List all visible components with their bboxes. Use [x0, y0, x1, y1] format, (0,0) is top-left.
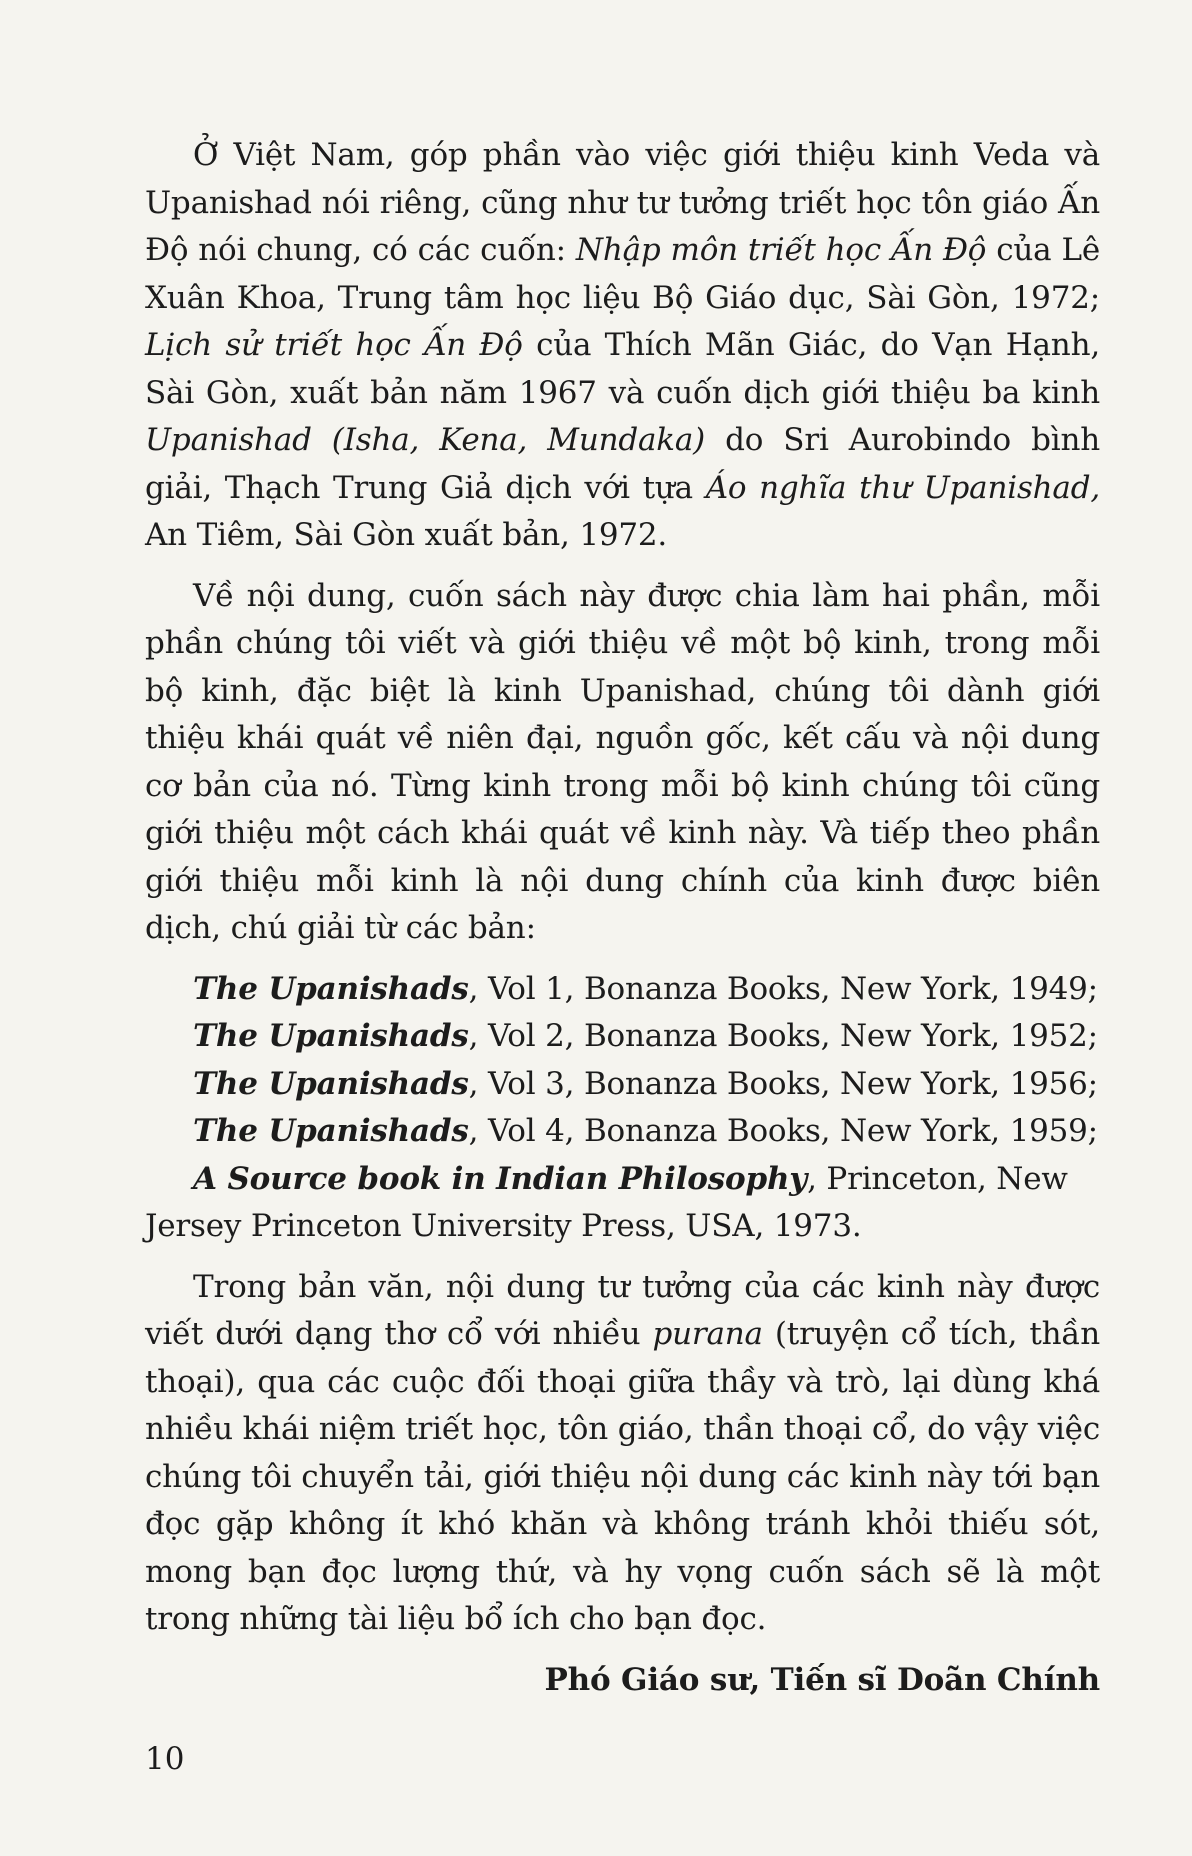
reference-title: The Upanishads [193, 1065, 469, 1102]
paragraph-intro-text-a: Ở Việt Nam, góp phần vào việc giới thiệu kinh Veda và Upanishad nói riêng, cũng như tư tưởng triết học tôn giáo Ấn Độ nói chung, có các cuốn: [145, 137, 1100, 268]
reference-title: The Upanishads [193, 970, 469, 1007]
reference-item [145, 1061, 1100, 1109]
reference-details: , Vol 4, Bonanza Books, New York, 1959; [468, 1113, 1098, 1149]
paragraph-intro-text-i: An Tiêm, Sài Gòn xuất bản, 1972. [145, 517, 668, 553]
reference-item [145, 1013, 1100, 1061]
book-title-upanishad-isha: Upanishad (Isha, Kena, Mundaka) [145, 422, 706, 458]
reference-title: The Upanishads [193, 1113, 469, 1149]
reference-item [145, 966, 1100, 1014]
book-title-ao-nghia: Áo nghĩa thư Upanishad, [705, 469, 1101, 506]
page-number: 10 [145, 1741, 185, 1777]
paragraph-closing [145, 1264, 1100, 1644]
paragraph-intro [145, 132, 1100, 560]
book-title-lich-su: Lịch sử triết học Ấn Độ [145, 327, 523, 363]
paragraph-intro-text-c: của Lê Xuân Khoa, Trung tâm học liệu Bộ Giáo dục, Sài Gòn, 1972; [145, 232, 1100, 316]
paragraph-closing-text-a: Trong bản văn, nội dung tư tưởng của các kinh này được viết dưới dạng thơ cổ với nhiều [145, 1268, 1100, 1352]
body-text [145, 132, 1100, 1704]
reference-details: , Princeton, New [807, 1160, 1068, 1197]
term-purana: purana [652, 1316, 763, 1352]
reference-details: , Vol 3, Bonanza Books, New York, 1956; [468, 1065, 1098, 1102]
reference-details: , Vol 2, Bonanza Books, New York, 1952; [468, 1018, 1098, 1054]
author-signature: Phó Giáo sư, Tiến sĩ Doãn Chính [544, 1661, 1100, 1698]
paragraph-closing-text-c: (truyện cổ tích, thần thoại), qua các cuộc đối thoại giữa thầy và trò, lại dùng khá nhiều khái niệm triết học, tôn giáo, thần thoại cổ, do vậy việc chúng tôi chuyển tải, giới thiệu nội dung các kinh này tới bạn đọc gặp không ít khó khăn và không tránh khỏi thiếu sót, mong bạn đọc lượng thứ, và hy vọng cuốn sách sẽ là một trong những tài liệu bổ ích cho bạn đọc. [145, 1316, 1100, 1637]
reference-continuation: Jersey Princeton University Press, USA, 1973. [145, 1208, 862, 1244]
reference-item [145, 1156, 1100, 1204]
paragraph-intro-text-g: do Sri Aurobindo bình giải, Thạch Trung Giả dịch với tựa [145, 422, 1100, 506]
reference-list [145, 966, 1100, 1251]
reference-details: , Vol 1, Bonanza Books, New York, 1949; [468, 970, 1098, 1007]
paragraph-intro-text-e: của Thích Mãn Giác, do Vạn Hạnh, Sài Gòn, xuất bản năm 1967 và cuốn dịch giới thiệu ba kinh [145, 327, 1100, 411]
paragraph-content: Về nội dung, cuốn sách này được chia làm hai phần, mỗi phần chúng tôi viết và giới thiệu về một bộ kinh, trong mỗi bộ kinh, đặc biệt là kinh Upanishad, chúng tôi dành giới thiệu khái quát về niên đại, nguồn gốc, kết cấu và nội dung cơ bản của nó. Từng kinh trong mỗi bộ kinh chúng tôi cũng giới thiệu một cách khái quát về kinh này. Và tiếp theo phần giới thiệu mỗi kinh là nội dung chính của kinh được biên dịch, chú giải từ các bản: [145, 577, 1100, 946]
reference-title: A Source book in Indian Philosophy [193, 1160, 808, 1197]
book-title-nhap-mon: Nhập môn triết học Ấn Độ [575, 232, 987, 268]
reference-title: The Upanishads [193, 1018, 469, 1054]
reference-item [145, 1108, 1100, 1156]
